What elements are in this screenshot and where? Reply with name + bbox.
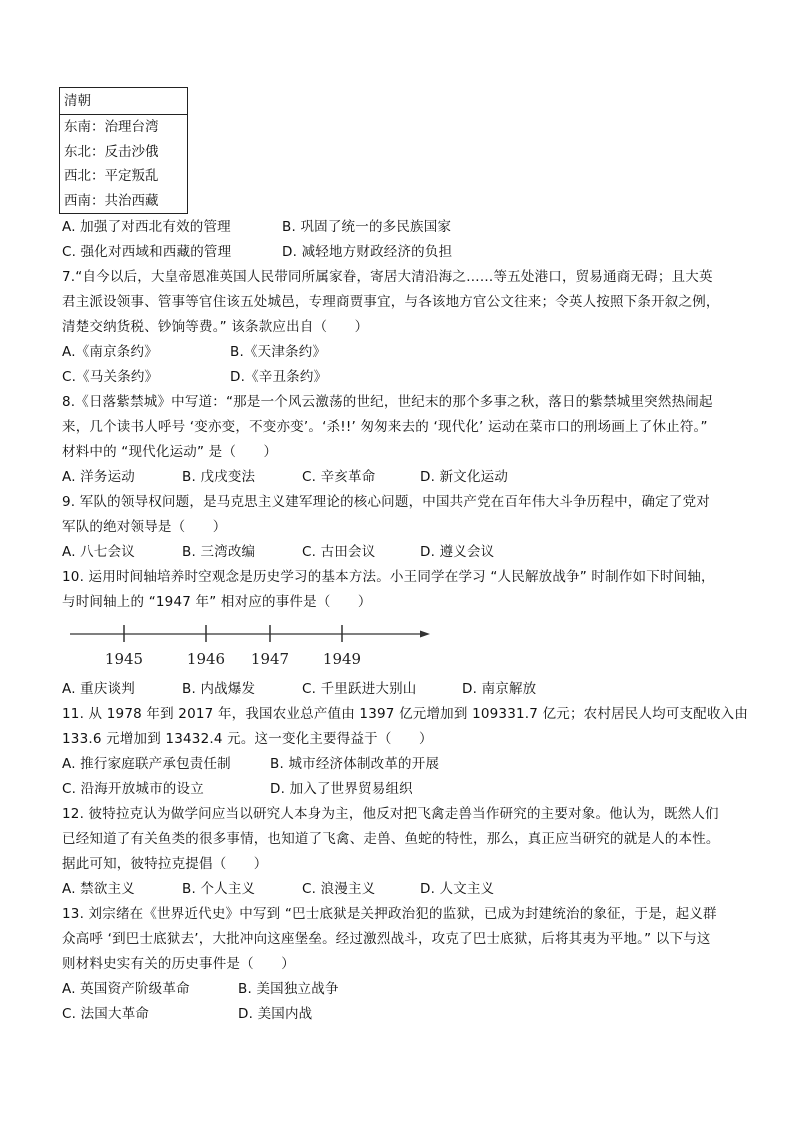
- q10-option-b: B. 内战爆发: [182, 681, 256, 697]
- q6-option-a: A. 加强了对西北有效的管理: [62, 219, 231, 235]
- table-row: 西南：共治西藏: [64, 192, 159, 209]
- q12-option-c: C. 浪漫主义: [302, 881, 376, 897]
- q13-option-c: C. 法国大革命: [62, 1006, 150, 1022]
- timeline-arrow-icon: [420, 631, 430, 638]
- q11-option-a: A. 推行家庭联产承包责任制: [62, 756, 231, 772]
- q13-option-d: D. 美国内战: [238, 1006, 313, 1022]
- q13-option-b: B. 美国独立战争: [238, 981, 339, 997]
- q8-stem-line3: 材料中的 “现代化运动” 是（ ）: [62, 444, 278, 460]
- q8-option-a: A. 洋务运动: [62, 469, 135, 485]
- q13-stem-line1: 13. 刘宗绪在《世界近代史》中写到 “巴士底狱是关押政治犯的监狱，已成为封建统治的象征，于是，起义群: [62, 906, 717, 922]
- q10-stem-line1: 10. 运用时间轴培养时空观念是历史学习的基本方法。小王同学在学习 “人民解放战争” 时制作如下时间轴，: [62, 569, 715, 585]
- q11-option-d: D. 加入了世界贸易组织: [270, 781, 413, 797]
- q6-option-c: C. 强化对西域和西藏的管理: [62, 244, 232, 260]
- q12-stem-line1: 12. 彼特拉克认为做学问应当以研究人本身为主，他反对把飞禽走兽当作研究的主要对象。他认为，既然人们: [62, 806, 719, 822]
- q11-stem-line2: 133.6 元增加到 13432.4 元。这一变化主要得益于（ ）: [62, 731, 433, 747]
- qing-dynasty-table: [59, 87, 188, 214]
- timeline-figure: [68, 622, 434, 672]
- q10-option-c: C. 千里跃进大别山: [302, 681, 417, 697]
- q7-option-c: C.《马关条约》: [62, 369, 159, 385]
- q8-stem-line1: 8.《日落紫禁城》中写道：“那是一个风云激荡的世纪，世纪末的那个多事之秋，落日的紫禁城里突然热闹起: [62, 394, 713, 410]
- q9-option-b: B. 三湾改编: [182, 544, 256, 560]
- q12-stem-line3: 据此可知，彼特拉克提倡（ ）: [62, 856, 268, 872]
- q13-stem-line2: 众高呼 ‘到巴士底狱去’，大批冲向这座堡垒。经过激烈战斗，攻克了巴士底狱，后将其夷为平地。” 以下与这: [62, 931, 711, 947]
- q13-stem-line3: 则材料史实有关的历史事件是（ ）: [62, 956, 295, 972]
- q10-stem-line2: 与时间轴上的 “1947 年” 相对应的事件是（ ）: [62, 594, 372, 610]
- q7-option-a: A.《南京条约》: [62, 344, 158, 360]
- q7-stem-line3: 清楚交纳货税、钞饷等费。” 该条款应出自（ ）: [62, 319, 369, 335]
- q11-option-c: C. 沿海开放城市的设立: [62, 781, 204, 797]
- q9-stem-line2: 军队的绝对领导是（ ）: [62, 519, 227, 535]
- q12-option-d: D. 人文主义: [420, 881, 495, 897]
- q8-option-c: C. 辛亥革命: [302, 469, 376, 485]
- timeline-year-label: 1945: [104, 650, 144, 668]
- q8-option-d: D. 新文化运动: [420, 469, 509, 485]
- table-header: 清朝: [60, 88, 187, 115]
- timeline-year-label: 1949: [322, 650, 362, 668]
- q12-stem-line2: 已经知道了有关鱼类的很多事情，也知道了飞禽、走兽、鱼蛇的特性，那么，真正应当研究的就是人的本性。: [62, 831, 720, 847]
- q6-option-b: B. 巩固了统一的多民族国家: [282, 219, 452, 235]
- q7-stem-line2: 君主派设领事、管事等官住该五处城邑，专理商贾事宜，与各该地方官公文往来；令英人按照下条开叙之例，: [62, 294, 720, 310]
- q11-option-b: B. 城市经济体制改革的开展: [270, 756, 440, 772]
- q9-option-d: D. 遵义会议: [420, 544, 495, 560]
- q9-option-a: A. 八七会议: [62, 544, 135, 560]
- q13-option-a: A. 英国资产阶级革命: [62, 981, 190, 997]
- q8-option-b: B. 戊戌变法: [182, 469, 256, 485]
- q7-option-b: B.《天津条约》: [230, 344, 327, 360]
- q6-option-d: D. 减轻地方财政经济的负担: [282, 244, 453, 260]
- q7-stem-line1: 7.“自今以后，大皇帝恩准英国人民带同所属家眷，寄居大清沿海之……等五处港口，贸易通商无碍；且大英: [62, 269, 713, 285]
- table-row: 西北：平定叛乱: [64, 168, 159, 184]
- q10-option-a: A. 重庆谈判: [62, 681, 135, 697]
- q12-option-a: A. 禁欲主义: [62, 881, 135, 897]
- table-row: 东北：反击沙俄: [64, 143, 159, 160]
- q9-option-c: C. 古田会议: [302, 544, 376, 560]
- q7-option-d: D.《辛丑条约》: [230, 369, 328, 385]
- q12-option-b: B. 个人主义: [182, 881, 256, 897]
- q11-stem-line1: 11. 从 1978 年到 2017 年，我国农业总产值由 1397 亿元增加到 109331.7 亿元；农村居民人均可支配收入由: [62, 706, 749, 722]
- table-row: 东南：治理台湾: [64, 119, 159, 135]
- timeline-year-label: 1947: [250, 650, 290, 668]
- q9-stem-line1: 9. 军队的领导权问题，是马克思主义建军理论的核心问题，中国共产党在百年伟大斗争历程中，确定了党对: [62, 494, 710, 510]
- timeline-year-label: 1946: [186, 650, 226, 668]
- q8-stem-line2: 来，几个读书人呼号 ‘变亦变，不变亦变’。‘杀!!’ 匆匆来去的 ‘现代化’ 运动在菜市口的刑场画上了休止符。”: [62, 419, 708, 435]
- q10-option-d: D. 南京解放: [462, 681, 537, 697]
